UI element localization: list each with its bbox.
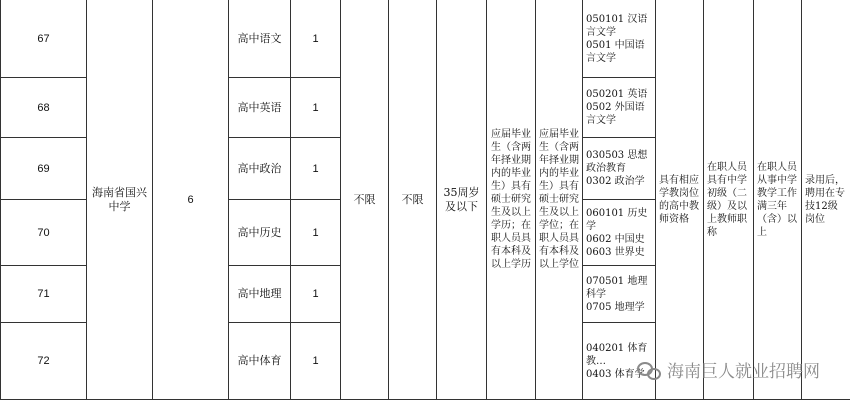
major-cell: 040201 体育教… 0403 体育学 bbox=[583, 323, 656, 400]
subject-cell: 高中英语 bbox=[229, 78, 291, 138]
count-cell: 1 bbox=[291, 266, 341, 323]
subject-cell: 高中地理 bbox=[229, 266, 291, 323]
major-cell: 070501 地理科学 0705 地理学 bbox=[583, 266, 656, 323]
watermark-text: 海南巨人就业招聘网 bbox=[667, 362, 820, 382]
qualification-cell: 具有相应学教岗位的高中教师资格 bbox=[656, 0, 704, 400]
major-cell: 060101 历史学 0602 中国史 0603 世界史 bbox=[583, 200, 656, 266]
requirement-cell-a: 不限 bbox=[341, 0, 389, 400]
total-positions-cell: 6 bbox=[153, 0, 229, 400]
subject-cell: 高中体育 bbox=[229, 323, 291, 400]
count-cell: 1 bbox=[291, 78, 341, 138]
experience-cell: 在职人员从事中学教学工作满三年（含）以上 bbox=[754, 0, 802, 400]
count-cell: 1 bbox=[291, 0, 341, 78]
subject-cell: 高中政治 bbox=[229, 138, 291, 200]
row-id: 67 bbox=[1, 0, 87, 78]
row-id: 70 bbox=[1, 200, 87, 266]
subject-cell: 高中历史 bbox=[229, 200, 291, 266]
note-cell: 录用后，聘用在专技12级岗位 bbox=[802, 0, 850, 400]
major-cell: 030503 思想政治教育 0302 政治学 bbox=[583, 138, 656, 200]
subject-cell: 高中语文 bbox=[229, 0, 291, 78]
row-id: 69 bbox=[1, 138, 87, 200]
major-cell: 050201 英语 0502 外国语言文学 bbox=[583, 78, 656, 138]
title-requirement-cell: 在职人员具有中学初级（二级）及以上教师职称 bbox=[704, 0, 754, 400]
count-cell: 1 bbox=[291, 200, 341, 266]
education-cell: 应届毕业生（含两年择业期内的毕业生）具有硕士研究生及以上学历；在职人员具有本科及以上学历 bbox=[487, 0, 536, 400]
degree-cell: 应届毕业生（含两年择业期内的毕业生）具有硕士研究生及以上学位；在职人员具有本科及以上学位 bbox=[536, 0, 583, 400]
row-id: 72 bbox=[1, 323, 87, 400]
count-cell: 1 bbox=[291, 323, 341, 400]
row-id: 68 bbox=[1, 78, 87, 138]
row-id: 71 bbox=[1, 266, 87, 323]
count-cell: 1 bbox=[291, 138, 341, 200]
major-cell: 050101 汉语言文学 0501 中国语言文学 bbox=[583, 0, 656, 78]
age-cell: 35周岁及以下 bbox=[437, 0, 487, 400]
requirement-cell-b: 不限 bbox=[389, 0, 437, 400]
school-cell: 海南省国兴中学 bbox=[87, 0, 153, 400]
